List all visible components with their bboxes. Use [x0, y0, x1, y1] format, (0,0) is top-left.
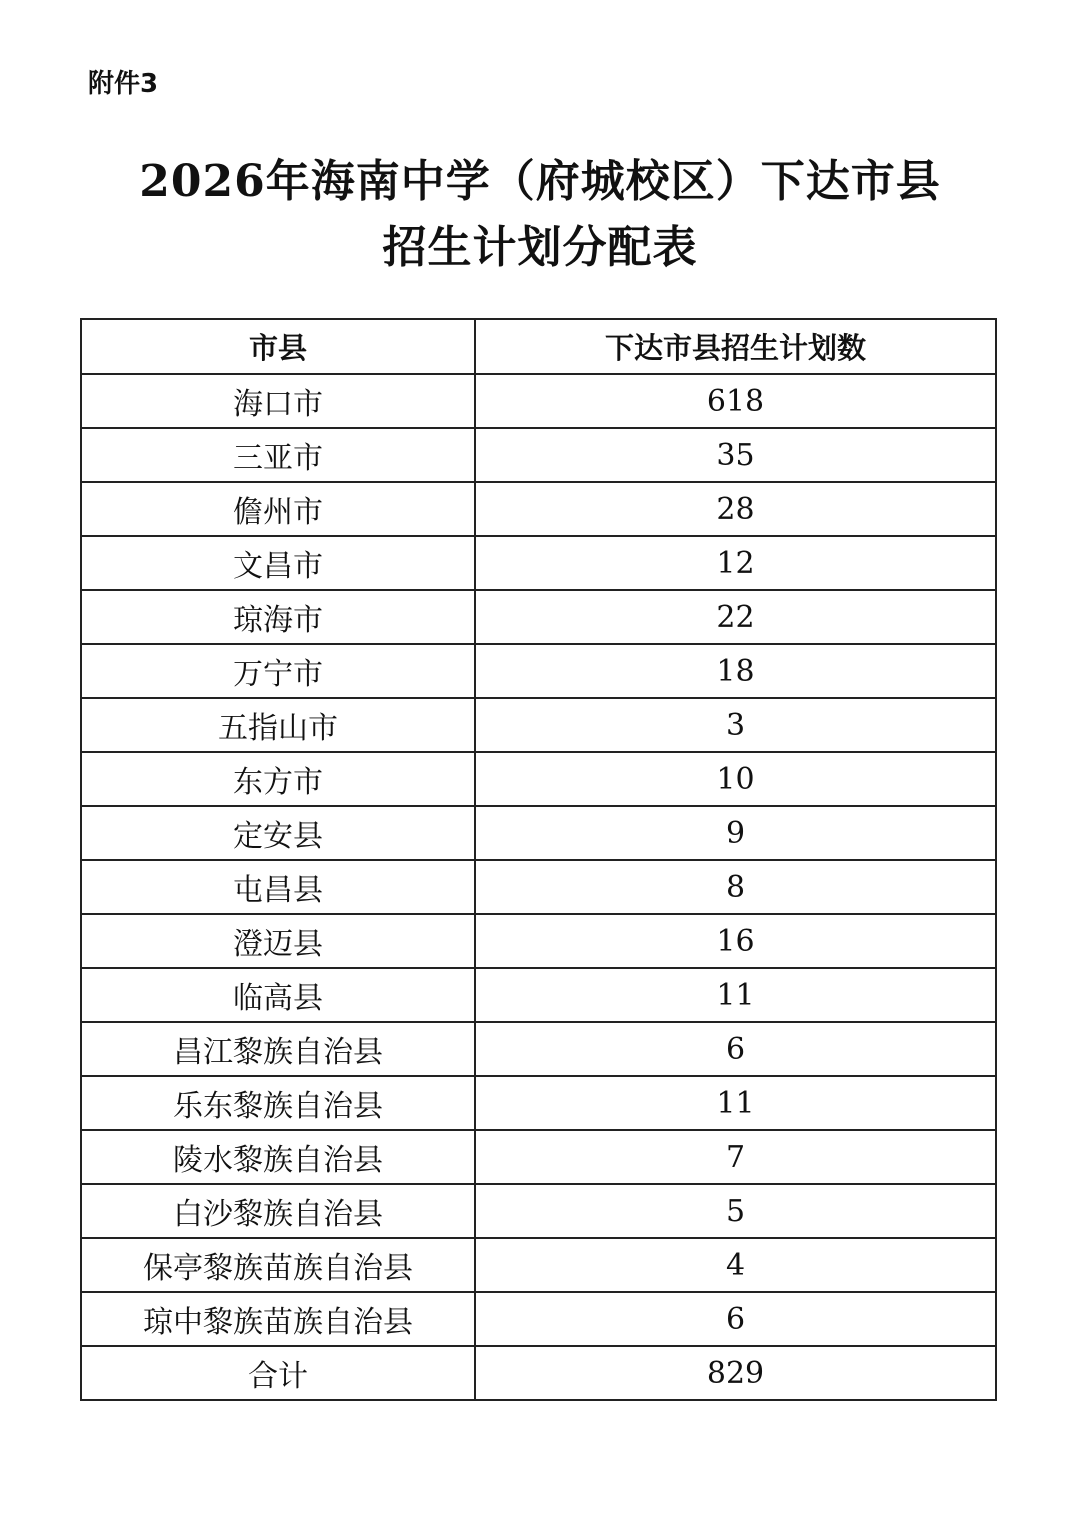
quota-cell: 5 [475, 1184, 996, 1238]
quota-cell: 7 [475, 1130, 996, 1184]
table-row [81, 590, 996, 644]
quota-cell: 16 [475, 914, 996, 968]
region-cell: 昌江黎族自治县 [81, 1022, 475, 1076]
quota-cell: 6 [475, 1022, 996, 1076]
region-cell: 三亚市 [81, 428, 475, 482]
table-row [81, 1130, 996, 1184]
region-cell: 五指山市 [81, 698, 475, 752]
quota-cell: 28 [475, 482, 996, 536]
table-row [81, 1292, 996, 1346]
region-cell: 白沙黎族自治县 [81, 1184, 475, 1238]
total-value: 829 [475, 1346, 996, 1400]
region-cell: 陵水黎族自治县 [81, 1130, 475, 1184]
table-header-row [81, 319, 996, 374]
header-region: 市县 [81, 319, 475, 374]
document-title-line-2: 招生计划分配表 [382, 222, 698, 273]
region-cell: 琼中黎族苗族自治县 [81, 1292, 475, 1346]
region-cell: 琼海市 [81, 590, 475, 644]
table-row [81, 806, 996, 860]
table-row [81, 428, 996, 482]
region-cell: 临高县 [81, 968, 475, 1022]
quota-cell: 11 [475, 968, 996, 1022]
total-label: 合计 [81, 1346, 475, 1400]
table-row [81, 374, 996, 428]
quota-cell: 6 [475, 1292, 996, 1346]
table-row [81, 860, 996, 914]
quota-cell: 12 [475, 536, 996, 590]
table-row [81, 644, 996, 698]
table-row [81, 914, 996, 968]
region-cell: 屯昌县 [81, 860, 475, 914]
region-cell: 乐东黎族自治县 [81, 1076, 475, 1130]
quota-cell: 11 [475, 1076, 996, 1130]
quota-cell: 618 [475, 374, 996, 428]
table-row [81, 1076, 996, 1130]
quota-cell: 4 [475, 1238, 996, 1292]
table-row [81, 752, 996, 806]
quota-cell: 35 [475, 428, 996, 482]
quota-cell: 18 [475, 644, 996, 698]
table-row [81, 536, 996, 590]
header-quota: 下达市县招生计划数 [475, 319, 996, 374]
table-row [81, 968, 996, 1022]
region-cell: 保亭黎族苗族自治县 [81, 1238, 475, 1292]
attachment-label: 附件3 [88, 69, 159, 99]
quota-cell: 3 [475, 698, 996, 752]
table-row [81, 1238, 996, 1292]
quota-cell: 8 [475, 860, 996, 914]
quota-cell: 9 [475, 806, 996, 860]
quota-cell: 10 [475, 752, 996, 806]
enrollment-quota-table [80, 318, 997, 1401]
region-cell: 定安县 [81, 806, 475, 860]
document-title-line-1: 2026年海南中学（府城校区）下达市县 [139, 156, 941, 207]
quota-cell: 22 [475, 590, 996, 644]
table-row [81, 1022, 996, 1076]
table-row [81, 482, 996, 536]
region-cell: 文昌市 [81, 536, 475, 590]
table-row [81, 1184, 996, 1238]
region-cell: 澄迈县 [81, 914, 475, 968]
region-cell: 东方市 [81, 752, 475, 806]
total-row [81, 1346, 996, 1400]
region-cell: 儋州市 [81, 482, 475, 536]
region-cell: 万宁市 [81, 644, 475, 698]
table-row [81, 698, 996, 752]
region-cell: 海口市 [81, 374, 475, 428]
